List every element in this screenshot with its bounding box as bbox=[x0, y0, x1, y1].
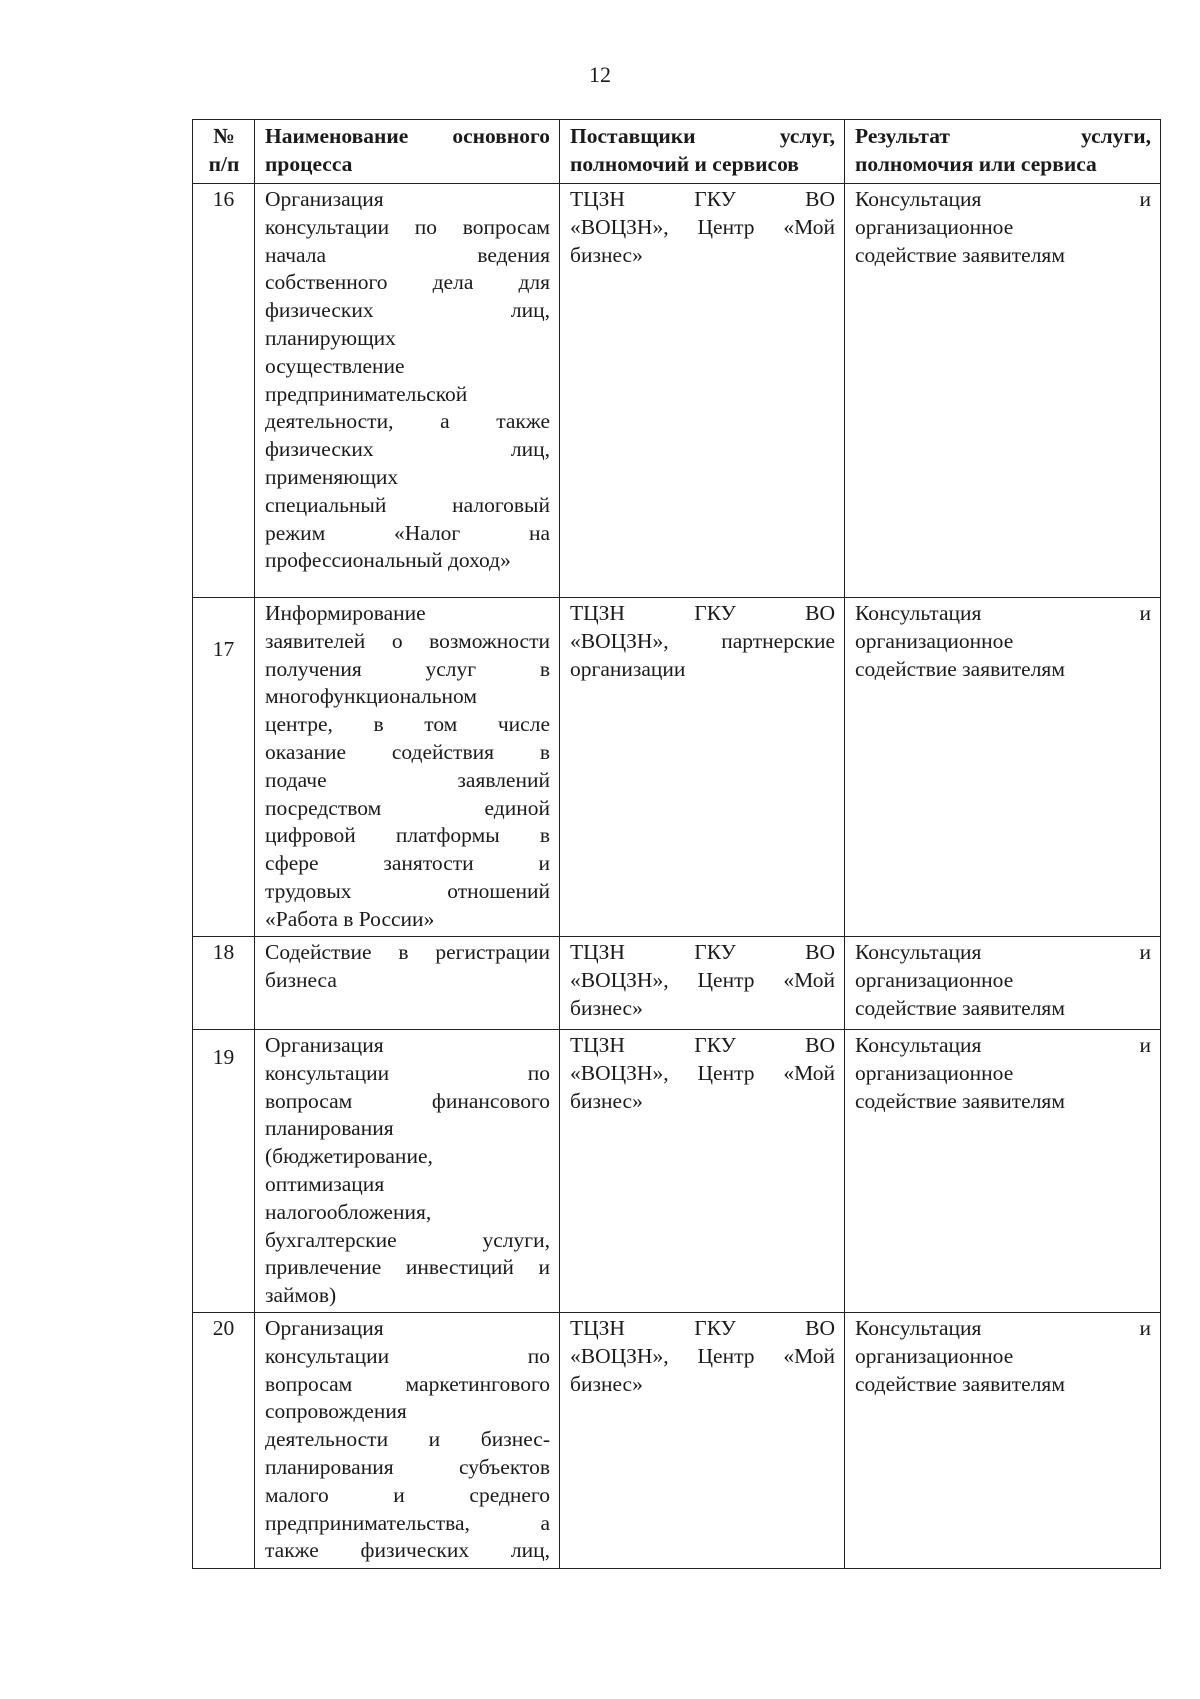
cell-line: заявителей о возможности bbox=[265, 628, 550, 653]
cell-line: организационное bbox=[855, 214, 1014, 239]
cell-line: привлечение инвестиций и bbox=[265, 1255, 550, 1280]
header-text: Наименование основного bbox=[265, 124, 550, 148]
cell-line: бизнес» bbox=[570, 1371, 643, 1396]
cell-line: бухгалтерские услуги, bbox=[265, 1227, 550, 1252]
header-name bbox=[255, 120, 560, 184]
providers-cell bbox=[560, 598, 845, 937]
cell-line: цифровой платформы в bbox=[265, 823, 550, 848]
cell-line: Содействие в регистрации bbox=[265, 940, 550, 964]
cell-line: «ВОЦЗН», партнерские bbox=[570, 628, 835, 653]
cell-line: Консультация и bbox=[855, 1033, 1151, 1057]
cell-line: «ВОЦЗН», Центр «Мой bbox=[570, 1343, 835, 1368]
table-row bbox=[193, 598, 1161, 937]
cell-line: физических лиц, bbox=[265, 298, 550, 323]
row-number bbox=[193, 598, 255, 937]
table-row bbox=[193, 1312, 1161, 1568]
process-name-cell bbox=[255, 1030, 560, 1313]
cell-line: специальный налоговый bbox=[265, 492, 550, 517]
table-row bbox=[193, 184, 1161, 598]
cell-line: бизнеса bbox=[265, 967, 337, 992]
table-header-row bbox=[193, 120, 1161, 184]
cell-line: ТЦЗН ГКУ ВО bbox=[570, 601, 835, 625]
cell-line: организационное bbox=[855, 1060, 1014, 1085]
header-text: Поставщики услуг, bbox=[570, 124, 835, 148]
cell-line: планирования bbox=[265, 1116, 394, 1141]
header-text: Результат услуги, bbox=[855, 124, 1151, 148]
cell-line: Консультация и bbox=[855, 601, 1151, 625]
cell-line: сфере занятости и bbox=[265, 851, 550, 876]
providers-cell bbox=[560, 1030, 845, 1313]
cell-line: вопросам маркетингового bbox=[265, 1371, 550, 1396]
cell-line: Организация bbox=[265, 187, 384, 211]
cell-line: подаче заявлений bbox=[265, 767, 550, 792]
cell-line: содействие заявителям bbox=[855, 1088, 1065, 1113]
page-number: 12 bbox=[589, 62, 611, 87]
cell-line: осуществление bbox=[265, 353, 405, 378]
cell-line: ТЦЗН ГКУ ВО bbox=[570, 940, 835, 964]
cell-line: посредством единой bbox=[265, 795, 550, 820]
row-number: 18 bbox=[193, 937, 255, 1030]
cell-line: Организация bbox=[265, 1033, 384, 1057]
cell-line: Организация bbox=[265, 1315, 384, 1340]
cell-line: консультации по bbox=[265, 1343, 550, 1368]
cell-line: бизнес» bbox=[570, 995, 643, 1020]
cell-line: налогообложения, bbox=[265, 1199, 432, 1224]
cell-line: оптимизация bbox=[265, 1171, 385, 1196]
cell-line: консультации по вопросам bbox=[265, 214, 550, 239]
row-number: 20 bbox=[193, 1312, 255, 1568]
cell-line: займов) bbox=[265, 1283, 337, 1308]
header-result bbox=[845, 120, 1161, 184]
cell-line: организации bbox=[570, 656, 686, 681]
cell-line: содействие заявителям bbox=[855, 1371, 1065, 1396]
cell-line: ТЦЗН ГКУ ВО bbox=[570, 1033, 835, 1057]
cell-line: ТЦЗН ГКУ ВО bbox=[570, 187, 835, 211]
cell-line: оказание содействия в bbox=[265, 739, 550, 764]
cell-line: центре, в том числе bbox=[265, 712, 550, 737]
process-name-cell bbox=[255, 598, 560, 937]
services-table bbox=[192, 119, 1161, 1569]
cell-line: начала ведения bbox=[265, 242, 550, 267]
cell-line: физических лиц, bbox=[265, 437, 550, 462]
cell-line: содействие заявителям bbox=[855, 656, 1065, 681]
header-providers bbox=[560, 120, 845, 184]
cell-line: бизнес» bbox=[570, 1088, 643, 1113]
cell-line: содействие заявителям bbox=[855, 995, 1065, 1020]
cell-line: содействие заявителям bbox=[855, 242, 1065, 267]
providers-cell bbox=[560, 1312, 845, 1568]
table-row bbox=[193, 937, 1161, 1030]
table-row bbox=[193, 1030, 1161, 1313]
cell-line: бизнес» bbox=[570, 242, 643, 267]
cell-line: многофункциональном bbox=[265, 684, 477, 709]
row-number bbox=[193, 1030, 255, 1313]
cell-line: получения услуг в bbox=[265, 656, 550, 681]
cell-line: «ВОЦЗН», Центр «Мой bbox=[570, 967, 835, 992]
header-text: полномочий и сервисов bbox=[570, 151, 799, 176]
header-num bbox=[193, 120, 255, 184]
cell-line: «ВОЦЗН», Центр «Мой bbox=[570, 214, 835, 239]
cell-line: применяющих bbox=[265, 464, 399, 489]
providers-cell bbox=[560, 937, 845, 1030]
providers-cell bbox=[560, 184, 845, 598]
row-number: 16 bbox=[193, 184, 255, 598]
cell-line: также физических лиц, bbox=[265, 1538, 550, 1563]
cell-line: консультации по bbox=[265, 1060, 550, 1085]
header-text: процесса bbox=[265, 151, 353, 176]
cell-line: планирования субъектов bbox=[265, 1454, 550, 1479]
cell-line: организационное bbox=[855, 628, 1014, 653]
header-text: полномочия или сервиса bbox=[855, 151, 1097, 176]
result-cell bbox=[845, 1030, 1161, 1313]
cell-line: предпринимательства, а bbox=[265, 1510, 550, 1535]
cell-line: деятельности и бизнес- bbox=[265, 1427, 550, 1452]
cell-line: Информирование bbox=[265, 601, 426, 625]
cell-line: малого и среднего bbox=[265, 1482, 550, 1507]
header-text: № bbox=[213, 124, 235, 148]
cell-line: «Работа в России» bbox=[265, 906, 435, 931]
cell-line: Консультация и bbox=[855, 940, 1151, 964]
cell-line: сопровождения bbox=[265, 1399, 407, 1424]
cell-line: Консультация и bbox=[855, 1315, 1151, 1340]
process-name-cell bbox=[255, 184, 560, 598]
process-name-cell bbox=[255, 1312, 560, 1568]
row-number-text: 19 bbox=[212, 1045, 235, 1069]
cell-line: ТЦЗН ГКУ ВО bbox=[570, 1315, 835, 1340]
cell-line: «ВОЦЗН», Центр «Мой bbox=[570, 1060, 835, 1085]
cell-line: организационное bbox=[855, 967, 1014, 992]
cell-line: профессиональный доход» bbox=[265, 548, 511, 573]
cell-line: вопросам финансового bbox=[265, 1088, 550, 1113]
row-number-text: 17 bbox=[212, 637, 235, 661]
cell-line: предпринимательской bbox=[265, 381, 468, 406]
cell-line: деятельности, а также bbox=[265, 409, 550, 434]
cell-line: организационное bbox=[855, 1343, 1014, 1368]
cell-line: Консультация и bbox=[855, 187, 1151, 211]
cell-line: (бюджетирование, bbox=[265, 1144, 433, 1169]
cell-line: собственного дела для bbox=[265, 270, 550, 295]
cell-line: трудовых отношений bbox=[265, 878, 550, 903]
result-cell bbox=[845, 598, 1161, 937]
process-name-cell bbox=[255, 937, 560, 1030]
header-text: п/п bbox=[208, 151, 240, 176]
result-cell bbox=[845, 1312, 1161, 1568]
result-cell bbox=[845, 937, 1161, 1030]
result-cell bbox=[845, 184, 1161, 598]
cell-line: режим «Налог на bbox=[265, 520, 550, 545]
cell-line: планирующих bbox=[265, 325, 396, 350]
